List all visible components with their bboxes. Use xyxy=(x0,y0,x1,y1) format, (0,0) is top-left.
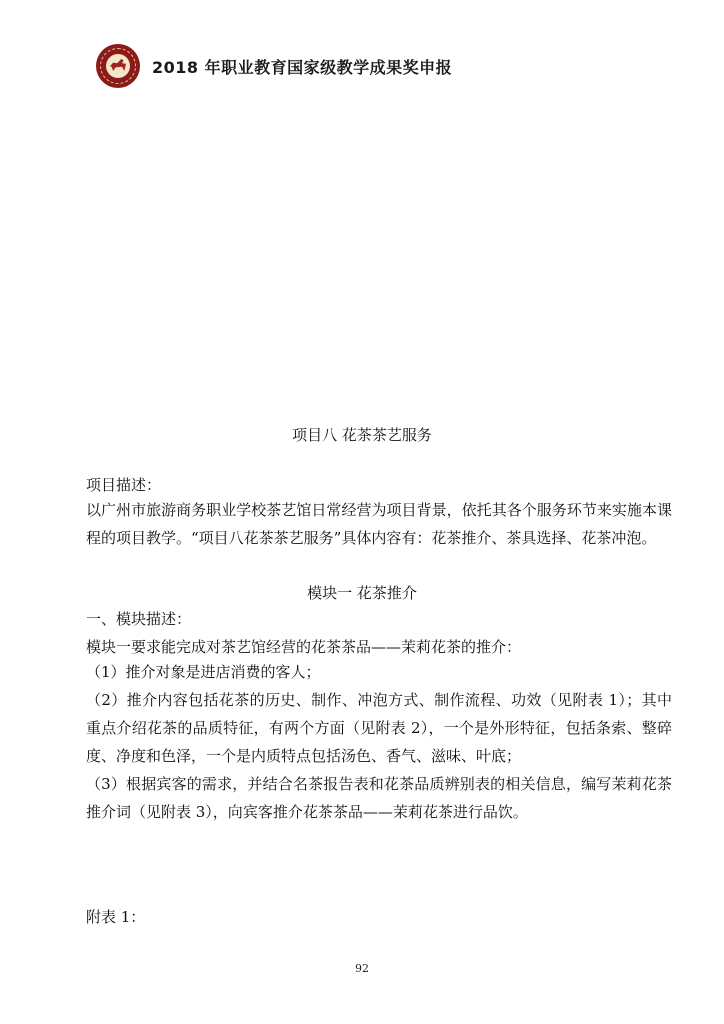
module-intro: 模块一要求能完成对茶艺馆经营的花茶茶品——茉莉花茶的推介： xyxy=(86,638,522,656)
project-description-text: 以广州市旅游商务职业学校茶艺馆日常经营为项目背景，依托其各个服务环节来实施本课程的项目教学。“项目八花茶茶艺服务”具体内容有：花茶推介、茶具选择、花茶冲泡。 xyxy=(86,501,672,547)
module-item-1: （1）推介对象是进店消费的客人； xyxy=(86,663,321,681)
module-section-heading: 一、模块描述： xyxy=(86,610,192,628)
school-seal-logo xyxy=(96,44,140,88)
header-title: 2018 年职业教育国家级教学成果奖申报 xyxy=(152,57,453,77)
project-description-label: 项目描述： xyxy=(86,476,162,494)
module-item-3: （3）根据宾客的需求，并结合名茶报告表和花茶品质辨别表的相关信息，编写茉莉花茶推介词（见附表 3），向宾客推介花茶茶品——茉莉花茶进行品饮。 xyxy=(86,775,672,821)
project-title: 项目八 花茶茶艺服务 xyxy=(292,426,432,444)
module-title: 模块一 花茶推介 xyxy=(307,584,417,602)
page-header xyxy=(96,44,452,88)
page-number: 92 xyxy=(355,962,369,975)
appendix-label: 附表 1： xyxy=(86,908,146,926)
module-item-2: （2）推介内容包括花茶的历史、制作、冲泡方式、制作流程、功效（见附表 1）；其中重点介绍花茶的品质特征，有两个方面（见附表 2），一个是外形特征，包括条索、整碎度、净度和色泽，一个是内质特点包括汤色、香气、滋味、叶底； xyxy=(86,691,672,765)
